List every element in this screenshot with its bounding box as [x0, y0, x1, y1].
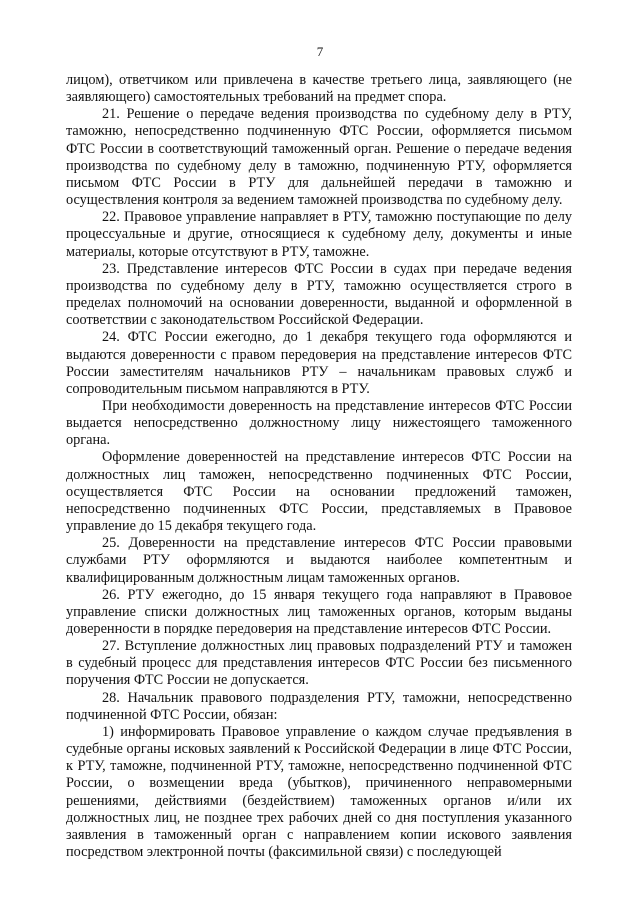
paragraph-22: 22. Правовое управление направляет в РТУ, таможню поступающие по делу процессуальные и другие, относящиеся к судебному делу, документы и иные материалы, которые отсутствуют в РТУ, таможне.: [66, 209, 572, 260]
paragraph-28-item-1: 1) информировать Правовое управление о каждом случае предъявления в судебные органы исковых заявлений к Российской Федерации в лице ФТС России, к РТУ, таможне, подчиненной РТУ, таможне, непосредственно подчиненной ФТС России, о возмещении вреда (убытков), причиненного неправомерными решениями, действиями (бездействием) таможенных органов и/или их должностных лиц, не позднее трех рабочих дней со дня поступления указанного заявления в таможенный орган с направлением копии искового заявления посредством электронной почты (факсимильной связи) с последующей: [66, 723, 572, 861]
paragraph-continuation: лицом), ответчиком или привлечена в качестве третьего лица, заявляющего (не заявляющего) самостоятельных требований на предмет спора.: [66, 72, 572, 106]
paragraph-24: 24. ФТС России ежегодно, до 1 декабря текущего года оформляются и выдаются доверенности с правом передоверия на представление интересов ФТС России заместителям начальников РТУ – начальникам правовых служб и сопроводительным письмом направляются в РТУ.: [66, 329, 572, 397]
paragraph-25: 25. Доверенности на представление интересов ФТС России правовыми службами РТУ оформляются и выдаются наиболее компетентным и квалифицированным должностным лицам таможенных органов.: [66, 535, 572, 586]
paragraph-24-note-1: При необходимости доверенность на представление интересов ФТС России выдается непосредственно должностному лицу нижестоящего таможенного органа.: [66, 397, 572, 449]
paragraph-23: 23. Представление интересов ФТС России в судах при передаче ведения производства по судебному делу в РТУ, таможню осуществляется строго в пределах полномочий на основании доверенности, выданной и оформленной в соответствии с законодательством Российской Федерации.: [66, 260, 572, 329]
paragraph-21: 21. Решение о передаче ведения производства по судебному делу в РТУ, таможню, непосредственно подчиненную ФТС России, оформляется письмом ФТС России в соответствующий таможенный орган. Решение о передаче ведения производства по судебному делу в таможню, подчиненную РТУ, оформляется письмом ФТС России в РТУ для дальнейшей передачи в таможню и осуществления контроля за ведением таможней производства по судебному делу.: [66, 106, 572, 209]
document-body: [66, 72, 572, 861]
page-number: 7: [316, 44, 324, 59]
paragraph-27: 27. Вступление должностных лиц правовых подразделений РТУ и таможен в судебный процесс для представления интересов ФТС России без письменного поручения ФТС России не допускается.: [66, 638, 572, 689]
paragraph-24-note-2: Оформление доверенностей на представление интересов ФТС России на должностных лиц таможен, непосредственно подчиненных ФТС России, осуществляется ФТС России на основании предложений таможен, непосредственно подчиненных ФТС России, представляемых в Правовое управление до 15 декабря текущего года.: [66, 449, 572, 535]
paragraph-28: 28. Начальник правового подразделения РТУ, таможни, непосредственно подчиненной ФТС России, обязан:: [66, 689, 572, 723]
paragraph-26: 26. РТУ ежегодно, до 15 января текущего года направляют в Правовое управление списки должностных лиц таможенных органов, которым выданы доверенности в порядке передоверия на представление интересов ФТС России.: [66, 586, 572, 637]
